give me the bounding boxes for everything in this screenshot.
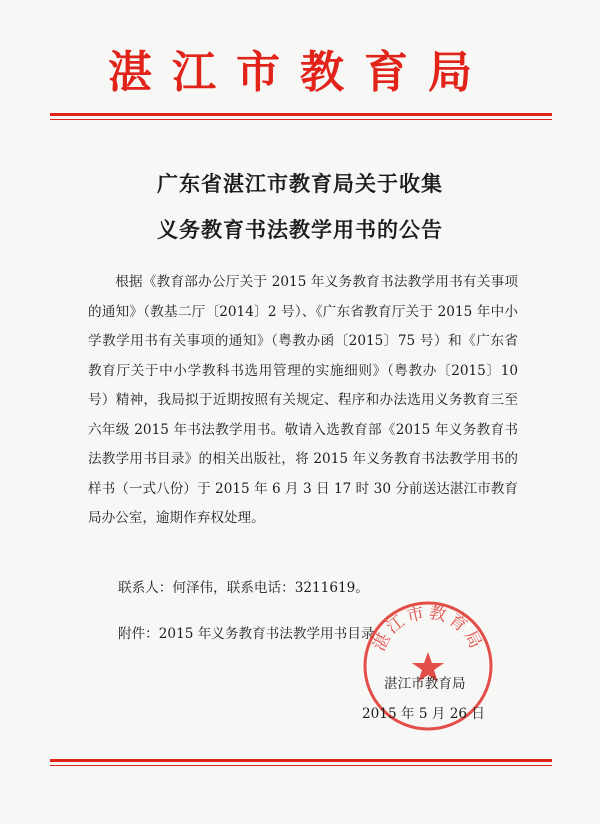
footer-red-rule-thick (50, 759, 552, 762)
letterhead-title: 湛江市教育局 (108, 47, 492, 98)
contact-line: 联系人：何泽伟，联系电话：3211619。 (118, 580, 369, 596)
seal-text: 湛江市教育局 (369, 602, 487, 655)
footer-red-rule-thin (50, 765, 552, 766)
body-paragraph: 根据《教育部办公厅关于 2015 年义务教育书法教学用书有关事项的通知》（教基二厅〔2014〕2 号）、《广东省教育厅关于 2015 年中小学教学用书有关事项的通知》（粤教办函〔2015〕75 号）和《广东省教育厅关于中小学教科书选用管理的实施细则》（粤教办〔2015〕10 号）精神，我局拟于近期按照有关规定、程序和办法选用义务教育三至六年级 2015 年书法教学用书。敬请入选教育部《2015 年义务教育书法教学用书目录》的相关出版社，将 2015 年义务教育书法教学用书的样书（一式八份）于 2015 年 6 月 3 日 17 时 30 分前送达湛江市教育局办公室，逾期作弃权处理。 (88, 274, 518, 526)
signature-organization: 湛江市教育局 (384, 676, 466, 692)
document-title-line-2: 义务教育书法教学用书的公告 (157, 218, 443, 242)
document-title-line-1: 广东省湛江市教育局关于收集 (157, 172, 443, 196)
attachment-line: 附件：2015 年义务教育书法教学用书目录 (118, 626, 375, 642)
letterhead-red-rule-thick (50, 113, 552, 116)
letterhead-red-rule-thin (50, 119, 552, 120)
signature-date: 2015 年 5 月 26 日 (362, 706, 485, 722)
